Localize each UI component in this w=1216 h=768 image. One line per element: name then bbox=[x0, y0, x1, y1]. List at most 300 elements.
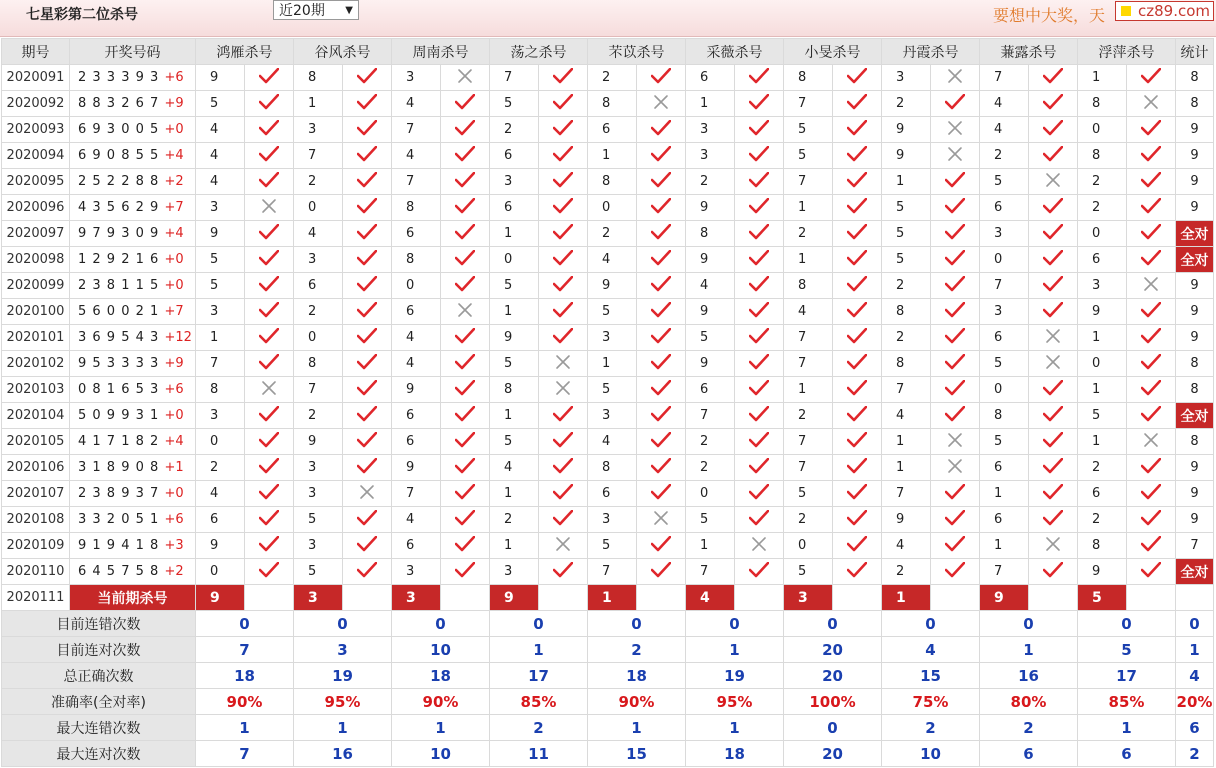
check-icon bbox=[245, 169, 294, 195]
check-icon bbox=[343, 455, 392, 481]
check-icon bbox=[1029, 247, 1078, 273]
summary-value: 1 bbox=[686, 715, 784, 741]
kill-number-cell: 5 bbox=[686, 325, 735, 351]
kill-number-cell: 6 bbox=[392, 429, 441, 455]
kill-number-cell: 9 bbox=[196, 65, 245, 91]
summary-value: 0 bbox=[784, 715, 882, 741]
kill-number-cell: 4 bbox=[588, 247, 637, 273]
kill-number-cell: 7 bbox=[392, 481, 441, 507]
issue-cell: 2020108 bbox=[2, 507, 70, 533]
summary-value: 85% bbox=[1078, 689, 1176, 715]
draw-extra-number: +7 bbox=[164, 304, 184, 319]
draw-cell bbox=[70, 117, 196, 143]
draw-numbers: 9 7 9 3 0 9 bbox=[78, 226, 160, 241]
check-icon bbox=[1029, 65, 1078, 91]
kill-number-cell: 1 bbox=[1078, 65, 1127, 91]
kill-number-cell: 8 bbox=[392, 247, 441, 273]
kill-number-cell: 2 bbox=[980, 143, 1029, 169]
check-icon bbox=[637, 117, 686, 143]
check-icon bbox=[245, 299, 294, 325]
check-icon bbox=[539, 403, 588, 429]
draw-cell bbox=[70, 559, 196, 585]
check-icon bbox=[441, 273, 490, 299]
summary-value: 2 bbox=[980, 715, 1078, 741]
draw-cell bbox=[70, 377, 196, 403]
check-icon bbox=[245, 273, 294, 299]
check-icon bbox=[441, 377, 490, 403]
kill-number-cell: 5 bbox=[196, 247, 245, 273]
kill-number-cell: 7 bbox=[784, 351, 833, 377]
stat-cell: 8 bbox=[1176, 377, 1214, 403]
kill-number-cell: 0 bbox=[980, 377, 1029, 403]
check-icon bbox=[833, 143, 882, 169]
check-icon bbox=[1029, 273, 1078, 299]
kill-number-cell: 8 bbox=[392, 195, 441, 221]
kill-number-cell: 9 bbox=[686, 299, 735, 325]
kill-number-cell: 5 bbox=[490, 351, 539, 377]
draw-numbers: 2 5 2 2 8 8 bbox=[78, 174, 160, 189]
kill-number-cell: 5 bbox=[588, 299, 637, 325]
page-title: 七星彩第二位杀号 bbox=[26, 7, 138, 23]
check-icon bbox=[931, 91, 980, 117]
kill-number-cell: 3 bbox=[980, 299, 1029, 325]
current-issue-cell: 2020111 bbox=[2, 585, 70, 611]
kill-number-cell: 1 bbox=[490, 221, 539, 247]
check-icon bbox=[343, 533, 392, 559]
kill-number-cell: 1 bbox=[490, 403, 539, 429]
table-row bbox=[2, 403, 1214, 429]
col-header-expert: 采薇杀号 bbox=[686, 39, 784, 65]
check-icon bbox=[637, 403, 686, 429]
kill-number-cell: 1 bbox=[686, 91, 735, 117]
table-row bbox=[2, 455, 1214, 481]
current-mark-empty bbox=[1127, 585, 1176, 611]
stat-cell: 9 bbox=[1176, 481, 1214, 507]
kill-number-cell: 2 bbox=[882, 559, 931, 585]
summary-value: 17 bbox=[1078, 663, 1176, 689]
draw-extra-number: +6 bbox=[164, 70, 184, 85]
kill-number-cell: 7 bbox=[686, 559, 735, 585]
table-row bbox=[2, 351, 1214, 377]
kill-number-cell: 7 bbox=[392, 117, 441, 143]
cross-icon bbox=[441, 299, 490, 325]
check-icon bbox=[833, 65, 882, 91]
check-icon bbox=[931, 481, 980, 507]
check-icon bbox=[343, 169, 392, 195]
kill-number-cell: 5 bbox=[196, 273, 245, 299]
check-icon bbox=[833, 91, 882, 117]
kill-number-cell: 7 bbox=[784, 169, 833, 195]
check-icon bbox=[441, 403, 490, 429]
kill-number-cell: 7 bbox=[980, 273, 1029, 299]
check-icon bbox=[833, 403, 882, 429]
summary-value: 0 bbox=[588, 611, 686, 637]
kill-number-cell: 8 bbox=[1078, 91, 1127, 117]
check-icon bbox=[441, 117, 490, 143]
cross-icon bbox=[931, 65, 980, 91]
summary-value: 1 bbox=[980, 637, 1078, 663]
check-icon bbox=[343, 299, 392, 325]
kill-number-cell: 1 bbox=[1078, 429, 1127, 455]
kill-number-cell: 0 bbox=[1078, 351, 1127, 377]
draw-cell bbox=[70, 247, 196, 273]
check-icon bbox=[1127, 507, 1176, 533]
kill-number-cell: 6 bbox=[686, 377, 735, 403]
check-icon bbox=[539, 273, 588, 299]
check-icon bbox=[343, 91, 392, 117]
check-icon bbox=[1029, 221, 1078, 247]
draw-cell bbox=[70, 403, 196, 429]
logo-text: cz89.com bbox=[1138, 2, 1211, 20]
check-icon bbox=[735, 247, 784, 273]
cross-icon bbox=[1029, 325, 1078, 351]
kill-number-cell: 5 bbox=[882, 221, 931, 247]
current-mark-empty bbox=[441, 585, 490, 611]
kill-number-cell: 2 bbox=[588, 65, 637, 91]
summary-value: 0 bbox=[294, 611, 392, 637]
kill-number-cell: 5 bbox=[980, 429, 1029, 455]
summary-value: 1 bbox=[1078, 715, 1176, 741]
check-icon bbox=[343, 247, 392, 273]
kill-number-cell: 8 bbox=[980, 403, 1029, 429]
kill-number-cell: 7 bbox=[294, 377, 343, 403]
check-icon bbox=[441, 195, 490, 221]
summary-row bbox=[2, 741, 1214, 767]
table-row bbox=[2, 377, 1214, 403]
kill-number-cell: 1 bbox=[882, 455, 931, 481]
summary-value: 3 bbox=[294, 637, 392, 663]
table-row bbox=[2, 325, 1214, 351]
check-icon bbox=[833, 273, 882, 299]
draw-numbers: 6 4 5 7 5 8 bbox=[78, 564, 160, 579]
current-kill-number: 1 bbox=[588, 585, 637, 611]
draw-cell bbox=[70, 325, 196, 351]
summary-value: 1 bbox=[294, 715, 392, 741]
current-kill-number: 4 bbox=[686, 585, 735, 611]
kill-number-cell: 2 bbox=[294, 299, 343, 325]
check-icon bbox=[539, 169, 588, 195]
current-mark-empty bbox=[833, 585, 882, 611]
stat-cell: 9 bbox=[1176, 325, 1214, 351]
kill-number-cell: 6 bbox=[1078, 481, 1127, 507]
summary-row bbox=[2, 663, 1214, 689]
check-icon bbox=[931, 559, 980, 585]
col-header-expert: 鸿雁杀号 bbox=[196, 39, 294, 65]
check-icon bbox=[833, 351, 882, 377]
current-mark-empty bbox=[245, 585, 294, 611]
kill-number-cell: 7 bbox=[980, 65, 1029, 91]
summary-value: 4 bbox=[1176, 663, 1214, 689]
kill-number-cell: 6 bbox=[980, 455, 1029, 481]
check-icon bbox=[245, 247, 294, 273]
site-logo[interactable] bbox=[1115, 1, 1214, 21]
check-icon bbox=[833, 169, 882, 195]
check-icon bbox=[931, 299, 980, 325]
kill-number-cell: 1 bbox=[588, 351, 637, 377]
draw-numbers: 3 3 2 0 5 1 bbox=[78, 512, 160, 527]
summary-value: 6 bbox=[980, 741, 1078, 767]
kill-number-cell: 9 bbox=[392, 455, 441, 481]
check-icon bbox=[637, 533, 686, 559]
kill-number-cell: 8 bbox=[588, 169, 637, 195]
kill-number-cell: 1 bbox=[784, 247, 833, 273]
current-kill-label: 当前期杀号 bbox=[70, 585, 196, 611]
kill-number-cell: 3 bbox=[196, 299, 245, 325]
check-icon bbox=[931, 169, 980, 195]
check-icon bbox=[539, 325, 588, 351]
kill-number-cell: 0 bbox=[784, 533, 833, 559]
kill-number-cell: 2 bbox=[294, 169, 343, 195]
kill-number-cell: 4 bbox=[196, 143, 245, 169]
cross-icon bbox=[1029, 533, 1078, 559]
kill-number-cell: 2 bbox=[882, 91, 931, 117]
kill-number-cell: 6 bbox=[588, 117, 637, 143]
current-kill-number: 9 bbox=[196, 585, 245, 611]
check-icon bbox=[343, 507, 392, 533]
kill-number-cell: 7 bbox=[784, 325, 833, 351]
summary-value: 95% bbox=[686, 689, 784, 715]
kill-number-cell: 7 bbox=[784, 91, 833, 117]
draw-cell bbox=[70, 169, 196, 195]
cross-icon bbox=[1127, 273, 1176, 299]
kill-number-cell: 5 bbox=[784, 481, 833, 507]
summary-value: 20% bbox=[1176, 689, 1214, 715]
check-icon bbox=[441, 533, 490, 559]
summary-value: 15 bbox=[588, 741, 686, 767]
kill-number-table bbox=[1, 38, 1214, 767]
kill-number-cell: 2 bbox=[588, 221, 637, 247]
stat-cell: 8 bbox=[1176, 91, 1214, 117]
draw-extra-number: +0 bbox=[164, 408, 184, 423]
summary-value: 1 bbox=[392, 715, 490, 741]
kill-number-cell: 1 bbox=[686, 533, 735, 559]
issue-cell: 2020099 bbox=[2, 273, 70, 299]
all-correct-badge: 全对 bbox=[1176, 559, 1214, 585]
col-header-issue: 期号 bbox=[2, 39, 70, 65]
kill-number-cell: 4 bbox=[490, 455, 539, 481]
table-row bbox=[2, 533, 1214, 559]
draw-numbers: 3 6 9 5 4 3 bbox=[78, 330, 160, 345]
kill-number-cell: 9 bbox=[686, 247, 735, 273]
draw-numbers: 8 8 3 2 6 7 bbox=[78, 96, 160, 111]
check-icon bbox=[1127, 533, 1176, 559]
table-row bbox=[2, 247, 1214, 273]
kill-number-cell: 7 bbox=[980, 559, 1029, 585]
kill-number-cell: 5 bbox=[294, 559, 343, 585]
kill-number-cell: 3 bbox=[294, 533, 343, 559]
table-row bbox=[2, 195, 1214, 221]
kill-number-cell: 0 bbox=[196, 429, 245, 455]
draw-extra-number: +6 bbox=[164, 382, 184, 397]
check-icon bbox=[637, 559, 686, 585]
check-icon bbox=[931, 325, 980, 351]
stat-cell: 9 bbox=[1176, 455, 1214, 481]
kill-number-cell: 9 bbox=[196, 533, 245, 559]
period-range-select[interactable] bbox=[273, 0, 359, 20]
kill-number-cell: 3 bbox=[686, 117, 735, 143]
check-icon bbox=[1029, 195, 1078, 221]
issue-cell: 2020093 bbox=[2, 117, 70, 143]
check-icon bbox=[441, 143, 490, 169]
issue-cell: 2020102 bbox=[2, 351, 70, 377]
kill-number-cell: 4 bbox=[392, 325, 441, 351]
kill-number-cell: 3 bbox=[490, 559, 539, 585]
check-icon bbox=[735, 429, 784, 455]
cross-icon bbox=[931, 143, 980, 169]
kill-number-cell: 2 bbox=[686, 429, 735, 455]
summary-value: 2 bbox=[490, 715, 588, 741]
check-icon bbox=[441, 455, 490, 481]
kill-number-cell: 2 bbox=[686, 169, 735, 195]
stat-cell: 9 bbox=[1176, 169, 1214, 195]
kill-number-cell: 2 bbox=[294, 403, 343, 429]
check-icon bbox=[245, 533, 294, 559]
summary-value: 1 bbox=[588, 715, 686, 741]
check-icon bbox=[637, 247, 686, 273]
check-icon bbox=[245, 325, 294, 351]
draw-extra-number: +9 bbox=[164, 356, 184, 371]
check-icon bbox=[245, 143, 294, 169]
kill-number-cell: 4 bbox=[196, 169, 245, 195]
table-row bbox=[2, 221, 1214, 247]
check-icon bbox=[343, 117, 392, 143]
draw-cell bbox=[70, 91, 196, 117]
kill-number-cell: 9 bbox=[882, 507, 931, 533]
current-kill-number: 3 bbox=[392, 585, 441, 611]
check-icon bbox=[735, 221, 784, 247]
check-icon bbox=[637, 481, 686, 507]
check-icon bbox=[1029, 429, 1078, 455]
kill-number-cell: 5 bbox=[588, 533, 637, 559]
summary-value: 6 bbox=[1176, 715, 1214, 741]
check-icon bbox=[735, 273, 784, 299]
kill-number-cell: 5 bbox=[490, 273, 539, 299]
check-icon bbox=[1127, 117, 1176, 143]
cross-icon bbox=[441, 65, 490, 91]
all-correct-badge: 全对 bbox=[1176, 403, 1214, 429]
draw-numbers: 5 6 0 0 2 1 bbox=[78, 304, 160, 319]
summary-value: 1 bbox=[490, 637, 588, 663]
table-row bbox=[2, 299, 1214, 325]
summary-value: 0 bbox=[1176, 611, 1214, 637]
promo-text[interactable]: 要想中大奖，天 bbox=[993, 6, 1106, 25]
check-icon bbox=[1127, 299, 1176, 325]
check-icon bbox=[833, 377, 882, 403]
check-icon bbox=[1029, 299, 1078, 325]
check-icon bbox=[343, 403, 392, 429]
draw-extra-number: +6 bbox=[164, 512, 184, 527]
check-icon bbox=[539, 429, 588, 455]
draw-cell bbox=[70, 507, 196, 533]
kill-number-cell: 6 bbox=[980, 507, 1029, 533]
draw-extra-number: +0 bbox=[164, 252, 184, 267]
summary-label: 总正确次数 bbox=[2, 663, 196, 689]
kill-number-cell: 8 bbox=[882, 299, 931, 325]
check-icon bbox=[245, 507, 294, 533]
check-icon bbox=[735, 325, 784, 351]
check-icon bbox=[833, 195, 882, 221]
summary-value: 18 bbox=[196, 663, 294, 689]
kill-number-cell: 4 bbox=[980, 91, 1029, 117]
check-icon bbox=[1127, 351, 1176, 377]
check-icon bbox=[1127, 247, 1176, 273]
kill-number-cell: 6 bbox=[980, 195, 1029, 221]
kill-number-cell: 9 bbox=[1078, 559, 1127, 585]
summary-label: 目前连对次数 bbox=[2, 637, 196, 663]
kill-number-cell: 6 bbox=[490, 195, 539, 221]
check-icon bbox=[735, 65, 784, 91]
summary-value: 10 bbox=[882, 741, 980, 767]
kill-number-cell: 5 bbox=[588, 377, 637, 403]
check-icon bbox=[833, 247, 882, 273]
summary-row bbox=[2, 689, 1214, 715]
issue-cell: 2020109 bbox=[2, 533, 70, 559]
kill-number-cell: 2 bbox=[784, 507, 833, 533]
kill-number-cell: 3 bbox=[686, 143, 735, 169]
current-mark-empty bbox=[931, 585, 980, 611]
draw-extra-number: +1 bbox=[164, 460, 184, 475]
issue-cell: 2020104 bbox=[2, 403, 70, 429]
kill-number-cell: 0 bbox=[686, 481, 735, 507]
draw-extra-number: +2 bbox=[164, 564, 184, 579]
cross-icon bbox=[539, 351, 588, 377]
check-icon bbox=[833, 299, 882, 325]
check-icon bbox=[931, 507, 980, 533]
kill-number-cell: 7 bbox=[784, 455, 833, 481]
kill-number-cell: 5 bbox=[686, 507, 735, 533]
kill-number-cell: 7 bbox=[490, 65, 539, 91]
stat-cell: 9 bbox=[1176, 117, 1214, 143]
kill-number-cell: 0 bbox=[1078, 117, 1127, 143]
kill-number-cell: 5 bbox=[784, 143, 833, 169]
kill-number-cell: 8 bbox=[294, 65, 343, 91]
summary-value: 6 bbox=[1078, 741, 1176, 767]
summary-value: 1 bbox=[686, 637, 784, 663]
kill-number-cell: 3 bbox=[294, 481, 343, 507]
check-icon bbox=[1029, 91, 1078, 117]
check-icon bbox=[1127, 65, 1176, 91]
check-icon bbox=[441, 169, 490, 195]
check-icon bbox=[735, 377, 784, 403]
kill-number-cell: 1 bbox=[882, 169, 931, 195]
current-mark-empty bbox=[637, 585, 686, 611]
summary-value: 100% bbox=[784, 689, 882, 715]
cross-icon bbox=[1029, 351, 1078, 377]
summary-value: 0 bbox=[1078, 611, 1176, 637]
check-icon bbox=[833, 117, 882, 143]
kill-number-cell: 6 bbox=[588, 481, 637, 507]
period-range-value: 近20期 bbox=[279, 3, 325, 19]
summary-value: 4 bbox=[882, 637, 980, 663]
check-icon bbox=[735, 195, 784, 221]
check-icon bbox=[637, 143, 686, 169]
summary-value: 11 bbox=[490, 741, 588, 767]
kill-number-cell: 1 bbox=[882, 429, 931, 455]
draw-cell bbox=[70, 273, 196, 299]
summary-value: 10 bbox=[392, 741, 490, 767]
kill-number-cell: 2 bbox=[784, 221, 833, 247]
summary-value: 20 bbox=[784, 663, 882, 689]
check-icon bbox=[245, 351, 294, 377]
check-icon bbox=[343, 429, 392, 455]
current-kill-number: 9 bbox=[980, 585, 1029, 611]
kill-number-cell: 2 bbox=[686, 455, 735, 481]
summary-value: 90% bbox=[588, 689, 686, 715]
check-icon bbox=[637, 299, 686, 325]
check-icon bbox=[637, 429, 686, 455]
check-icon bbox=[1029, 143, 1078, 169]
check-icon bbox=[539, 455, 588, 481]
